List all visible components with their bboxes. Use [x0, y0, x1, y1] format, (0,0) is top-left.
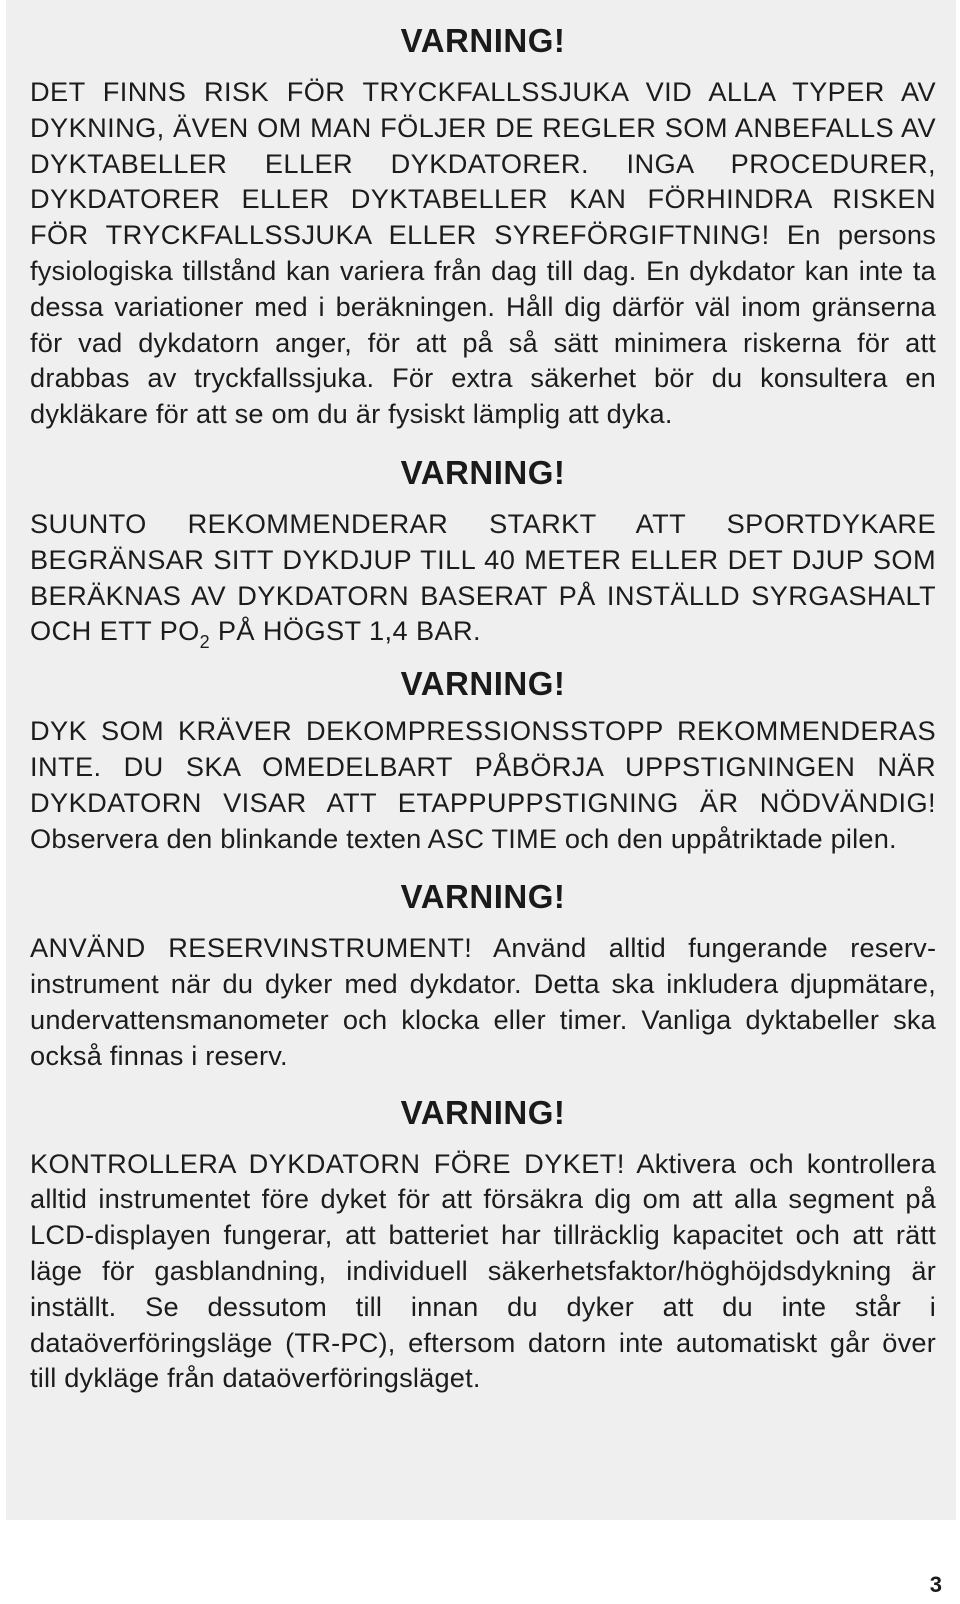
warning-heading-2: VARNING!	[400, 453, 566, 491]
warning-body-5: Aktivera och kontrollera alltid instrumentet före dyket för att försäkra dig om att alla segment på LCD-displayen fungerar, att batteriet har tillräcklig kapacitet och att rätt läge för gasblandning, individuell säkerhetsfaktor/höghöjdsdykning är inställt. Se dessutom till innan du dyker att du inte står i dataöverföringsläge (TR-PC), eftersom datorn inte automatiskt går över till dykläge från dataöverföringsläget.	[30, 1147, 936, 1394]
warning-caps-2: SUUNTO REKOMMENDERAR STARKT ATT SPORTDYKARE BEGRÄNSAR SITT DYKDJUP TILL 40 METER ELLER DET DJUP SOM BERÄKNAS AV DYKDATORN BASERAT PÅ INSTÄLLD SYRGASHALT OCH ETT PO	[30, 507, 936, 647]
warning-heading-1: VARNING!	[400, 22, 566, 59]
warnings-content	[30, 18, 936, 1396]
warning-text-4	[30, 930, 936, 1073]
warning-text-2	[30, 506, 936, 653]
warning-text-1	[30, 74, 936, 432]
warning-body-4: Använd alltid fungerande reservinstrument när du dyker med dykdator. Detta ska inkludera djupmätare, undervattensmanometer och klocka eller timer. Vanliga dyktabeller ska också finnas i reserv.	[30, 932, 936, 1071]
warnings-panel	[6, 0, 956, 1520]
warning-caps-3: DYK SOM KRÄVER DEKOMPRESSIONSSTOPP REKOMMENDERAS INTE. DU SKA OMEDELBART PÅBÖRJA UPPSTIGNINGEN NÄR DYKDATORN VISAR ATT ETAPPUPPSTIGNING ÄR NÖDVÄNDIG!	[30, 715, 936, 818]
warning-caps-1: DET FINNS RISK FÖR TRYCKFALLSSJUKA VID ALLA TYPER AV DYKNING, ÄVEN OM MAN FÖLJER DE REGLER SOM ANBEFALLS AV DYKTABELLER ELLER DYKDATORER. INGA PROCEDURER, DYKDATORER ELLER DYKTABELLER KAN FÖRHINDRA RISKEN FÖR TRYCKFALLSSJUKA ELLER SYREFÖRGIFTNING!	[30, 76, 936, 251]
warning-caps-5: KONTROLLERA DYKDATORN FÖRE DYKET!	[30, 1147, 625, 1179]
warning-body-3: Observera den blinkande texten ASC TIME och den uppåtriktade pilen.	[30, 822, 897, 854]
page-number: 3	[929, 1572, 942, 1597]
warning-heading-5: VARNING!	[400, 1093, 566, 1131]
warning-text-3	[30, 713, 936, 856]
warning-heading-4: VARNING!	[400, 878, 566, 916]
warning-caps-2-end: PÅ HÖGST 1,4 BAR.	[209, 615, 482, 647]
warning-text-5	[30, 1146, 936, 1397]
warning-heading-3: VARNING!	[400, 665, 566, 703]
warning-body-1: En persons fysiologiska tillstånd kan variera från dag till dag. En dykdator kan inte ta dessa variationer med i beräkningen. Håll dig därför väl inom gränserna för vad dykdatorn anger, för att på så sätt minimera riskerna för att drabbas av tryckfallssjuka. För extra säkerhet bör du konsultera en dykläkare för att se om du är fysiskt lämplig att dyka.	[30, 219, 936, 430]
warning-caps-4: ANVÄND RESERVINSTRUMENT!	[30, 932, 473, 964]
po2-subscript: 2	[199, 632, 210, 653]
